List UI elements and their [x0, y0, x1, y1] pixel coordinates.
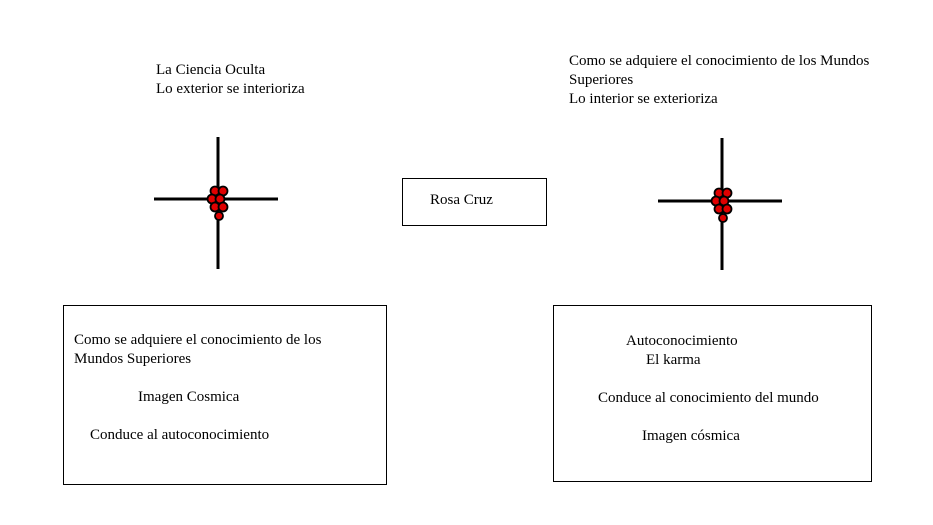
left-title: La Ciencia Oculta: [156, 62, 266, 78]
left-box-line3: Imagen Cosmica: [138, 389, 240, 405]
right-box: [553, 305, 872, 482]
left-box-line4: Conduce al autoconocimiento: [90, 427, 270, 443]
left-rose-cross-icon: [154, 137, 278, 269]
right-box-line4: Imagen cósmica: [642, 428, 740, 444]
left-box-line1: Como se adquiere el conocimiento de los: [74, 332, 322, 348]
right-subtitle: Lo interior se exterioriza: [569, 91, 718, 107]
right-title-line1: Como se adquiere el conocimiento de los Mundos: [569, 53, 870, 69]
right-title-line2: Superiores: [569, 72, 634, 88]
right-box-line3: Conduce al conocimiento del mundo: [598, 390, 819, 406]
right-box-line1: Autoconocimiento: [626, 333, 738, 349]
left-box: [63, 305, 387, 485]
left-box-line2: Mundos Superiores: [74, 351, 192, 367]
left-subtitle: Lo exterior se interioriza: [156, 81, 305, 97]
right-rose-cross-icon: [658, 138, 782, 270]
center-box: [402, 178, 547, 226]
center-box-label: Rosa Cruz: [430, 192, 493, 208]
right-box-line2: El karma: [646, 352, 701, 368]
